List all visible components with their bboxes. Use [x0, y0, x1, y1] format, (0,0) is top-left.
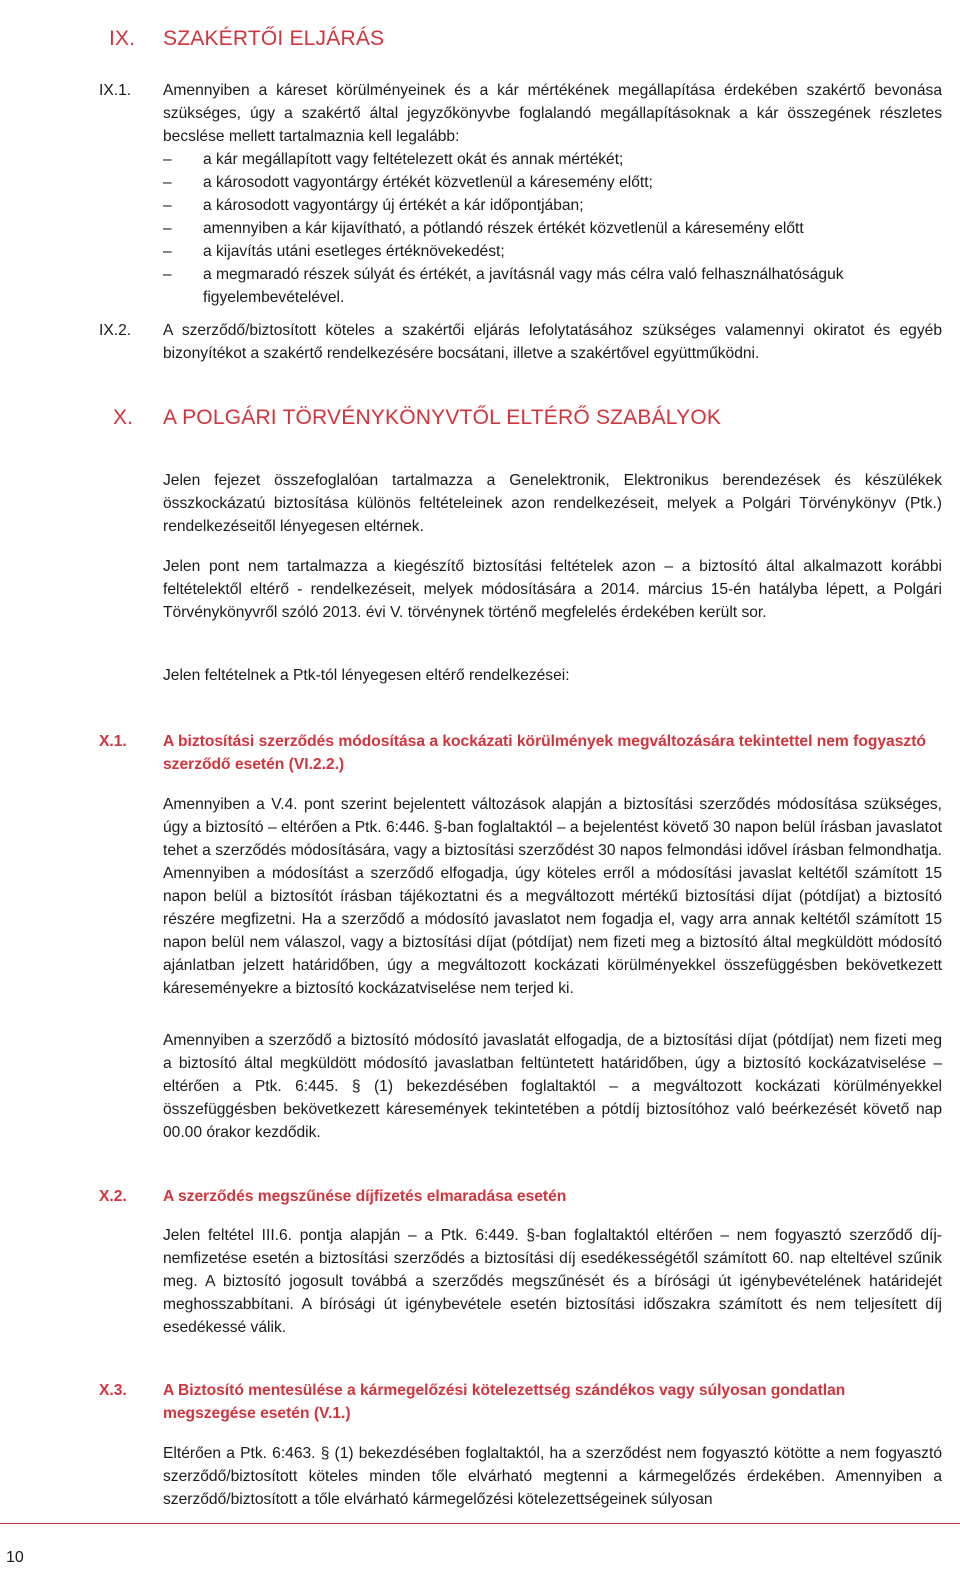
- dash-marker: –: [163, 243, 172, 260]
- section-10-1-text-2: [163, 1029, 942, 1144]
- section-9-2-number: IX.2.: [99, 322, 132, 339]
- section-10-2-title: A szerződés megszűnése díjfizetés elmaradása esetén: [163, 1188, 567, 1205]
- list-item: – amennyiben a kár kijavítható, a pótlandó részek értékét közvetlenül a káresemény előtt: [0, 217, 942, 240]
- list-item: – a kár megállapított vagy feltételezett okát és annak mértékét;: [0, 148, 942, 171]
- section-10-3-paragraph-1: Eltérően a Ptk. 6:463. § (1) bekezdésében foglaltaktól, ha a szerződést nem fogyasztó kötötte a nem fogyasztó szerződő/biztosított köteles minden tőle elvárható megtenni a kármegelőzés érdekében. Amennyiben a szerződő/biztosított a tőle elvárható kármegelőzési kötelezettségeinek súlyosan: [163, 1445, 942, 1508]
- dash-marker: –: [163, 220, 172, 237]
- section-10-2-body: [163, 1185, 942, 1208]
- list-item: – a kijavítás utáni esetleges értéknövekedést;: [0, 240, 942, 263]
- section-10-1-title: A biztosítási szerződés módosítása a kockázati körülmények megváltozására tekintettel nem fogyasztó szerződő esetén (VI.2.2.): [163, 733, 926, 773]
- chapter-9-title: SZAKÉRTŐI ELJÁRÁS: [163, 27, 385, 50]
- damage-assessment-list: [0, 148, 942, 309]
- section-9-1-number: IX.1.: [99, 82, 132, 99]
- dash-marker: –: [163, 266, 172, 283]
- chapter-10-intro-2: [163, 555, 942, 624]
- chapter-10-paragraph-2: Jelen pont nem tartalmazza a kiegészítő biztosítási feltételek azon – a biztosító által alkalmazott korábbi feltételektől eltérő - rendelkezéseit, melyek módosítására a 2014. március 15-én hatályba lépett, a Polgári Törvénykönyvről szóló 2013. évi V. törvénynek történő megfelelés érdekében került sor.: [163, 558, 942, 621]
- chapter-10-paragraph-3: Jelen feltételnek a Ptk-tól lényegesen eltérő rendelkezései:: [163, 667, 570, 684]
- section-9-1-body: [163, 79, 942, 309]
- section-10-1-number: X.1.: [99, 733, 127, 750]
- list-item: – a megmaradó részek súlyát és értékét, a javításnál vagy más célra való felhasználhatóságuk figyelembevételével.: [0, 263, 942, 309]
- dash-marker: –: [163, 174, 172, 191]
- chapter-10-paragraph-1: Jelen fejezet összefoglalóan tartalmazza a Genelektronik, Elektronikus berendezések és készülékek összkockázatú biztosítása különös feltételeinek azon rendelkezéseit, melyek a Polgári Törvénykönyv (Ptk.) rendelkezéseitől lényegesen eltérnek.: [163, 472, 942, 535]
- section-10-3-number: X.3.: [99, 1382, 127, 1399]
- section-9-2-body: [163, 319, 942, 365]
- page-number: 10: [6, 1549, 24, 1566]
- section-10-3-text: [163, 1442, 942, 1511]
- section-10-1-body: [163, 730, 942, 776]
- section-10-2-number: X.2.: [99, 1188, 127, 1205]
- section-10-2-text: [163, 1224, 942, 1339]
- section-10-3-title: A Biztosító mentesülése a kármegelőzési kötelezettség szándékos vagy súlyosan gondatlan megszegése esetén (V.1.): [163, 1382, 846, 1422]
- dash-marker: –: [163, 151, 172, 168]
- chapter-10-number: X.: [113, 406, 134, 429]
- footer-divider: [0, 1523, 960, 1524]
- chapter-10-intro: [163, 469, 942, 538]
- chapter-10-title: A POLGÁRI TÖRVÉNYKÖNYVTŐL ELTÉRŐ SZABÁLYOK: [163, 406, 722, 429]
- chapter-9-number: IX.: [109, 27, 136, 50]
- section-10-3-body: [163, 1379, 942, 1425]
- list-item: – a károsodott vagyontárgy értékét közvetlenül a káresemény előtt;: [0, 171, 942, 194]
- chapter-10-intro-3: [163, 664, 942, 687]
- section-10-1-text-1: [163, 793, 942, 1000]
- list-item: – a károsodott vagyontárgy új értékét a kár időpontjában;: [0, 194, 942, 217]
- section-10-1-paragraph-1: Amennyiben a V.4. pont szerint bejelentett változások alapján a biztosítási szerződés módosítása szükséges, úgy a biztosító – eltérően a Ptk. 6:446. §-ban foglaltaktól – a bejelentést követő 30 napon belül írásban javaslatot tehet a szerződés módosítására, vagy a biztosítási szerződést 30 napos felmondási idővel írásban felmondhatja. Amennyiben a módosítást a szerződő elfogadja, úgy köteles erről a módosítási javaslat keltétől számított 15 napon belül a biztosítót írásban tájékoztatni és a megváltozott mértékű biztosítási díjat (pótdíjat) a biztosító részére megfizetni. Ha a szerződő a módosító javaslatot nem fogadja el, vagy arra annak keltétől számított 15 napon belül nem válaszol, vagy a biztosítási díjat (pótdíjat) nem fizeti meg a biztosító által megküldött módosító ajánlatban jelzett határidőben, úgy a megváltozott kockázati körülményekkel összefüggésben bekövetkezett káreseményekre a biztosító kockázatviselése nem terjed ki.: [163, 796, 942, 997]
- section-9-2-text: A szerződő/biztosított köteles a szakértői eljárás lefolytatásához szükséges valamennyi okiratot és egyéb bizonyítékot a szakértő rendelkezésére bocsátani, illetve a szakértővel együttműködni.: [163, 322, 942, 362]
- section-10-1-paragraph-2: Amennyiben a szerződő a biztosító módosító javaslatát elfogadja, de a biztosítási díjat (pótdíjat) nem fizeti meg a biztosító által megküldött módosító javaslatban feltüntetett határidőben, úgy a biztosító kockázatviselése – eltérően a Ptk. 6:445. § (1) bekezdésében foglaltaktól – a megváltozott kockázati körülményekkel összefüggésben bekövetkezett káresemények tekintetében a pótdíj biztosítóhoz való beérkezését követő nap 00.00 órakor kezdődik.: [163, 1032, 942, 1141]
- section-9-1-intro: Amennyiben a káreset körülményeinek és a kár mértékének megállapítása érdekében szakértő bevonása szükséges, úgy a szakértő által jegyzőkönyvbe foglalandó megállapításoknak a kár összegének részletes becslése mellett tartalmaznia kell legalább:: [163, 82, 942, 145]
- dash-marker: –: [163, 197, 172, 214]
- section-10-2-paragraph-1: Jelen feltétel III.6. pontja alapján – a Ptk. 6:449. §-ban foglaltaktól eltérően – nem fogyasztó szerződő díj-nemfizetése esetén a biztosítási szerződés a biztosítási díj esedékességétől számított 60. nap elteltével szűnik meg. A biztosító jogosult továbbá a szerződés megszűnését és a bírósági út igénybevételének határidejét meghosszabbítani. A bírósági út igénybevétele esetén biztosítási időszakra számított és nem teljesített díj esedékessé válik.: [163, 1227, 942, 1336]
